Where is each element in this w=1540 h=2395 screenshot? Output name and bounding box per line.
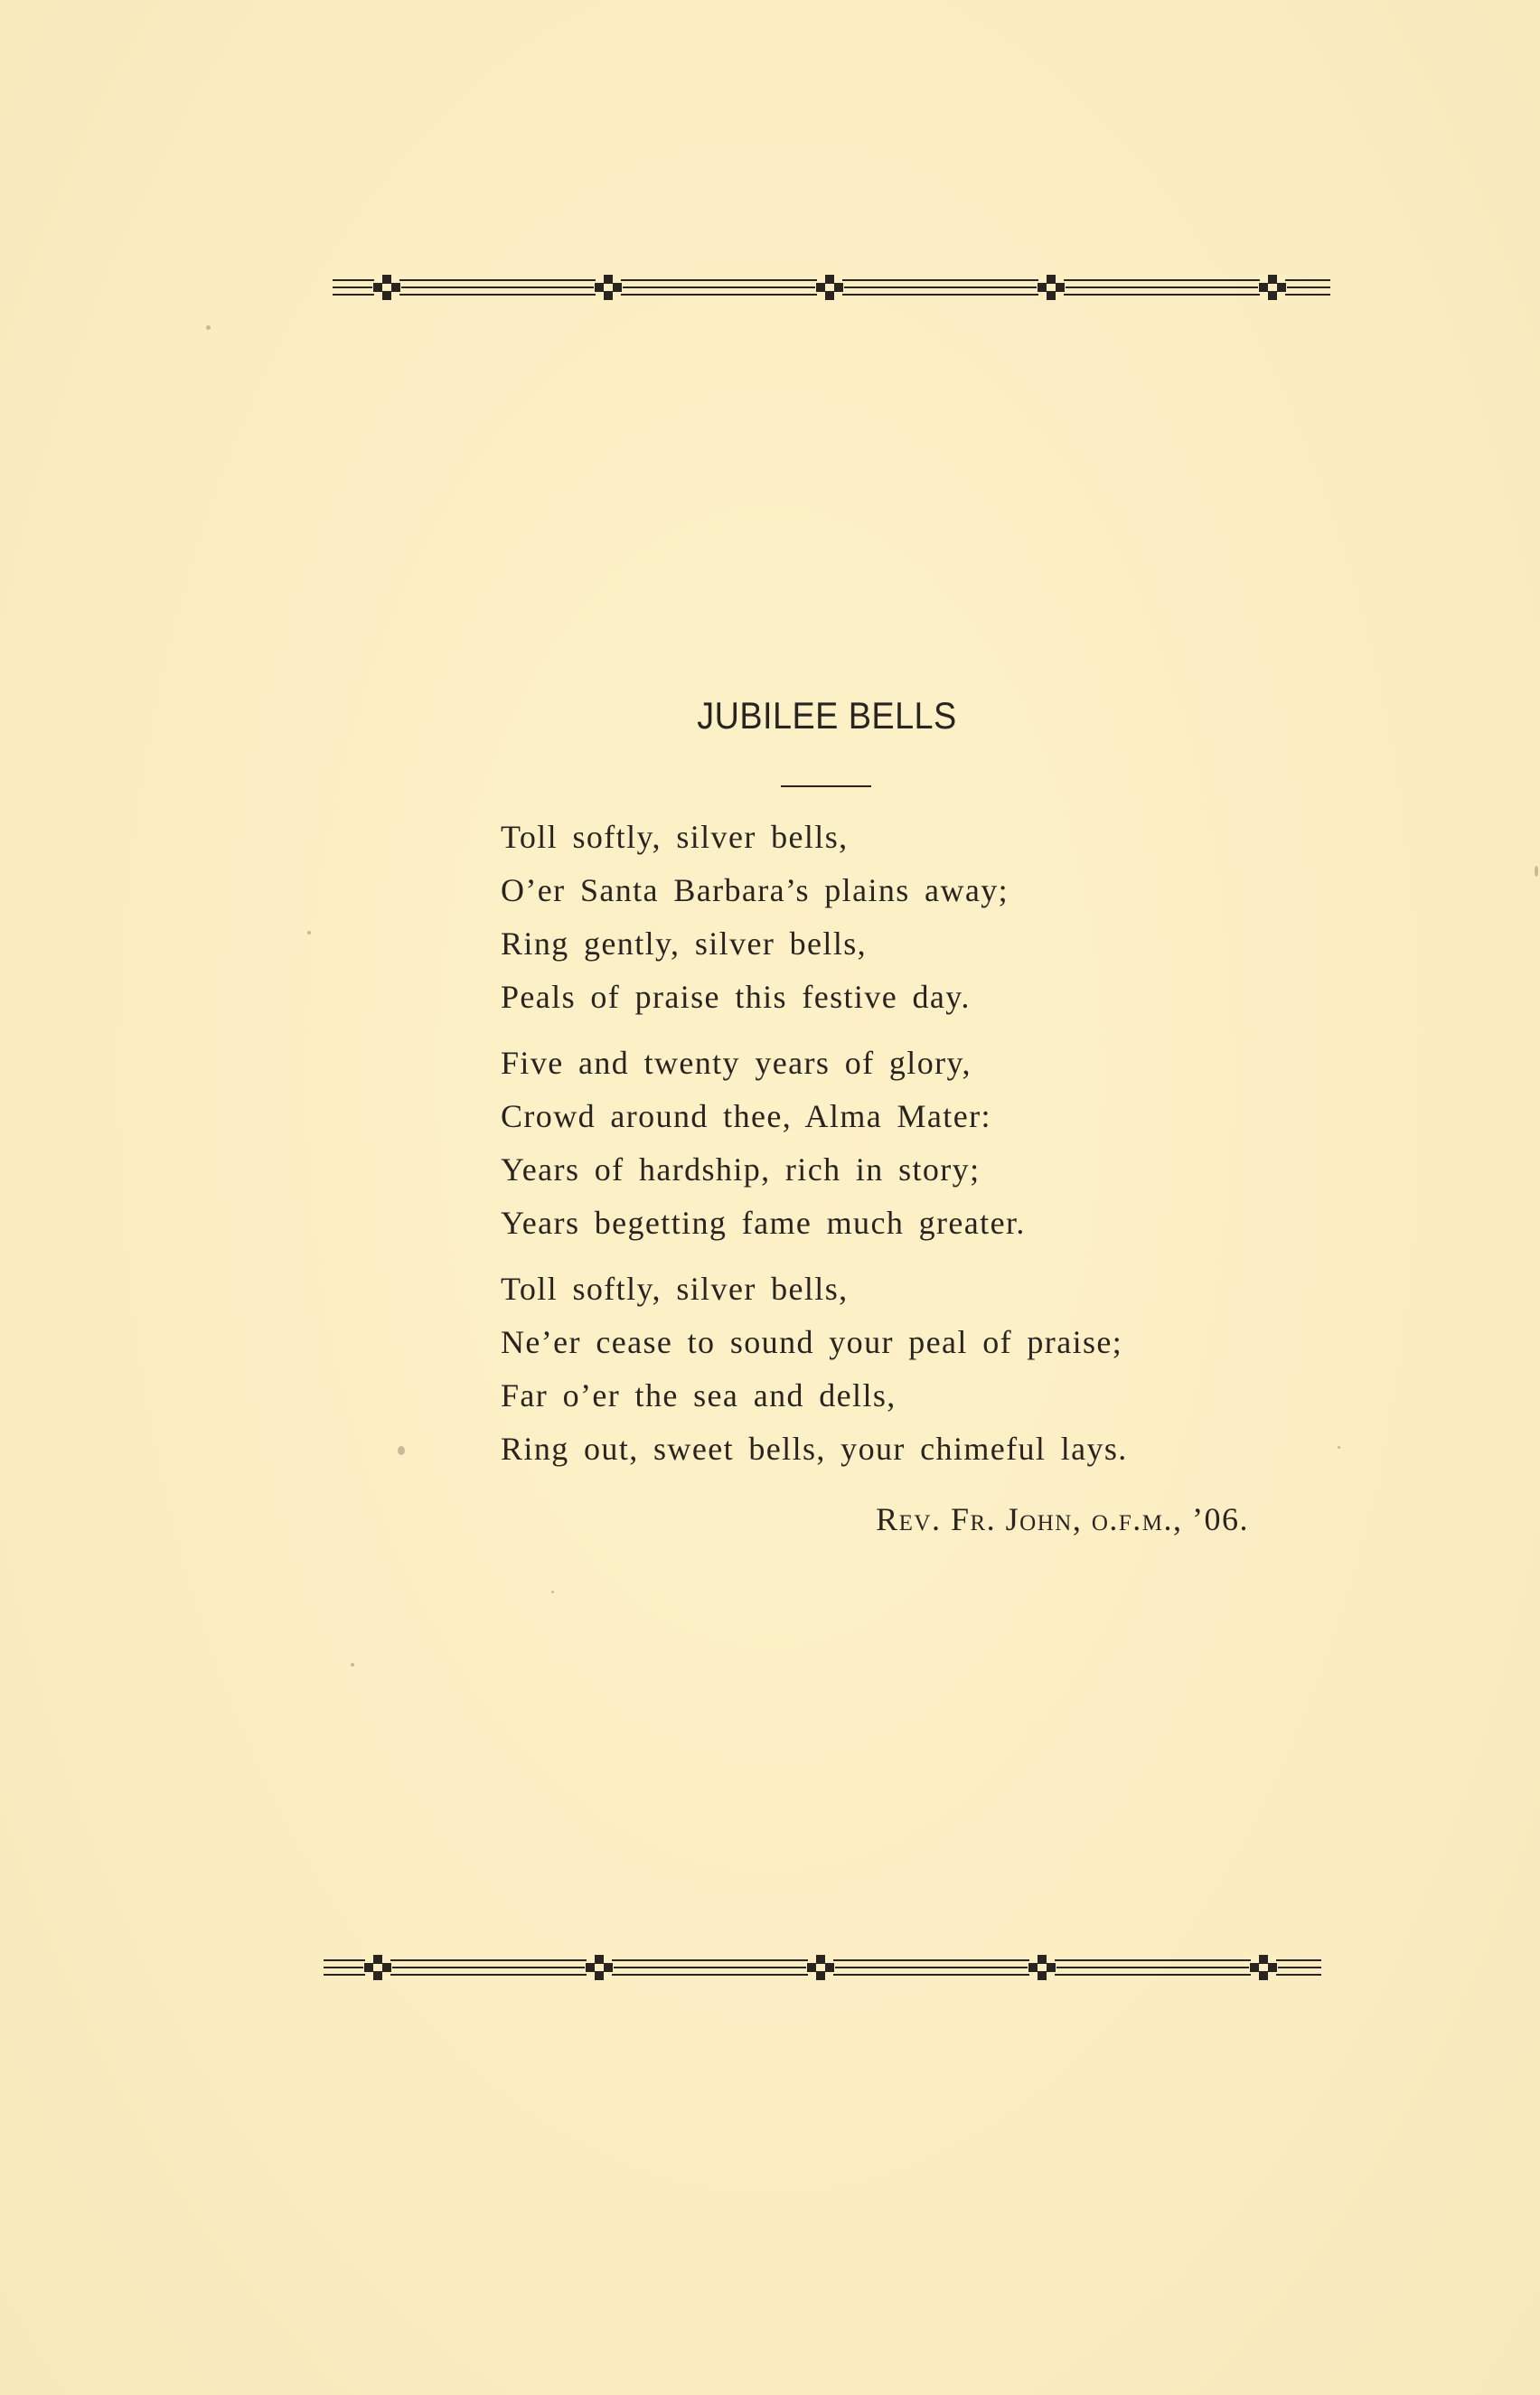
poem-line: Years of hardship, rich in story; (501, 1151, 981, 1188)
stanza-1 (501, 811, 1314, 1024)
poem-line: Far o’er the sea and dells, (501, 1377, 897, 1414)
border-motif (1036, 275, 1066, 300)
border-motif (1248, 1955, 1279, 1980)
author-signature: Rev. Fr. John, o.f.m., ’06. (876, 1501, 1249, 1537)
paper-speck (398, 1446, 405, 1455)
stanza-2 (501, 1037, 1314, 1250)
title-underline-rule (781, 785, 871, 787)
poem-line: Crowd around thee, Alma Mater: (501, 1098, 991, 1134)
poem-line: Ne’er cease to sound your peal of praise; (501, 1324, 1123, 1360)
border-motif (814, 275, 845, 300)
poem-title: JUBILEE BELLS (697, 694, 957, 737)
paper-speck (351, 1663, 354, 1667)
paper-speck (1338, 1446, 1340, 1449)
border-motif (371, 275, 402, 300)
border-motif (1027, 1955, 1057, 1980)
poem-line: Five and twenty years of glory, (501, 1045, 972, 1081)
poem-line: O’er Santa Barbara’s plains away; (501, 872, 1009, 908)
poem-line: Toll softly, silver bells, (501, 1271, 849, 1307)
poem-line: Years begetting fame much greater. (501, 1205, 1026, 1241)
decorative-border-top (333, 269, 1330, 305)
decorative-border-bottom (324, 1949, 1321, 1986)
stanza-3 (501, 1263, 1314, 1476)
paper-speck (206, 325, 211, 330)
border-motif (1257, 275, 1288, 300)
border-motif (593, 275, 624, 300)
paper-speck (307, 931, 311, 935)
paper-speck (1535, 866, 1538, 877)
poem-line: Peals of praise this festive day. (501, 979, 971, 1015)
poem-line: Ring out, sweet bells, your chimeful lays. (501, 1431, 1128, 1467)
poem-line: Toll softly, silver bells, (501, 819, 849, 855)
border-motif (584, 1955, 615, 1980)
paper-speck (551, 1591, 554, 1593)
border-motif (362, 1955, 393, 1980)
poem-line: Ring gently, silver bells, (501, 925, 868, 962)
poem-body (501, 811, 1314, 1489)
border-motif (805, 1955, 836, 1980)
